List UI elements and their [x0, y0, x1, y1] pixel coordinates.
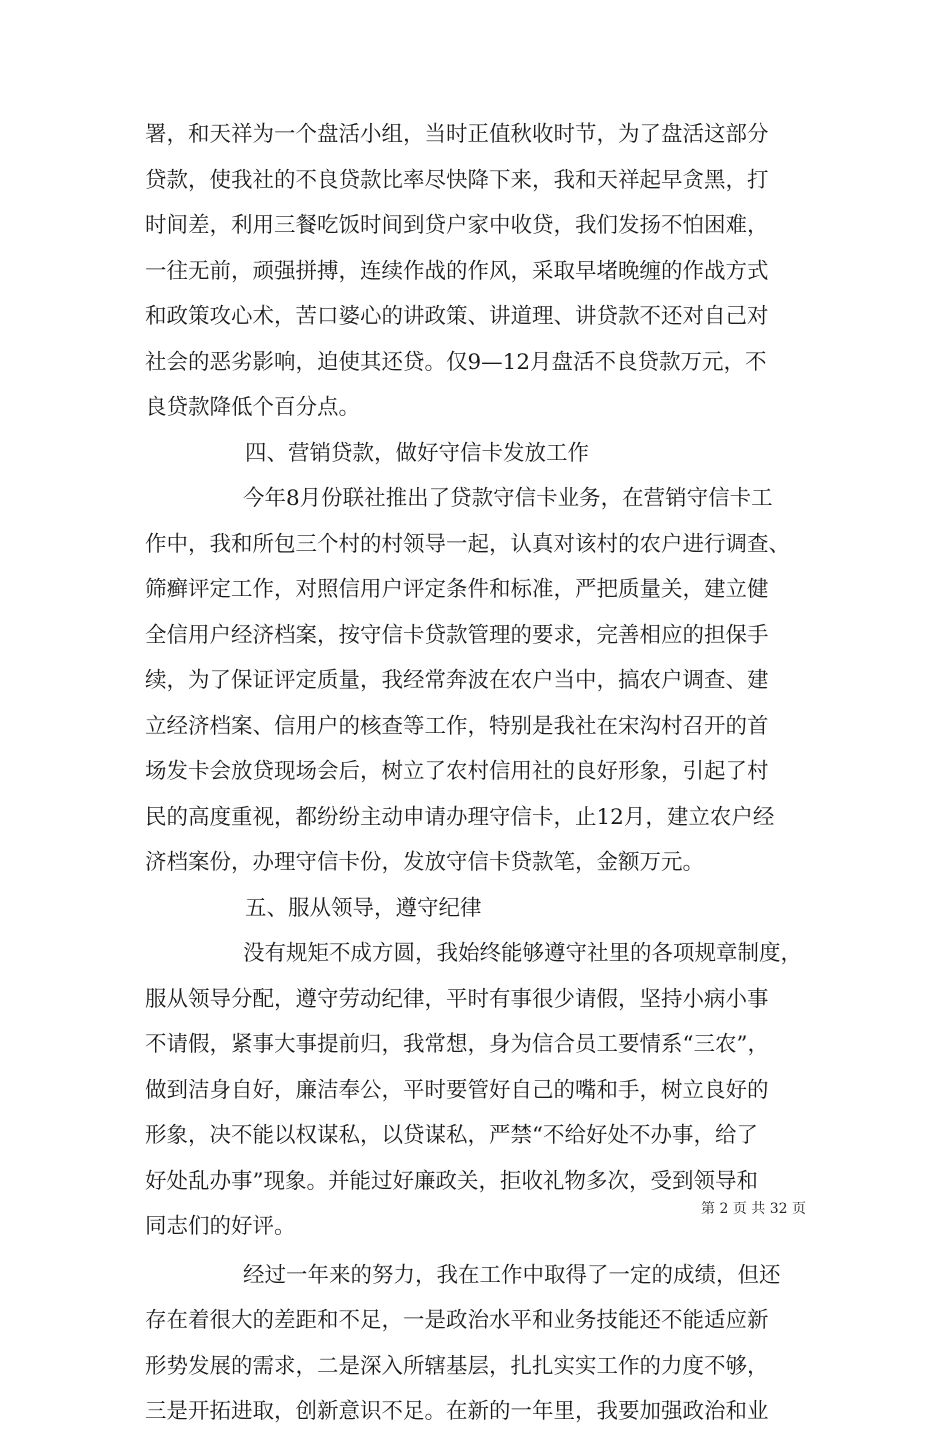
paragraph-line: 好处乱办事”现象。并能过好廉政关，拒收礼物多次，受到领导和	[145, 1168, 758, 1194]
paragraph-line: 民的高度重视，都纷纷主动申请办理守信卡，止12月，建立农户经	[145, 804, 775, 830]
section-heading: 四、营销贷款，做好守信卡发放工作	[245, 440, 590, 466]
section-heading: 五、服从领导，遵守纪律	[245, 895, 482, 921]
paragraph-line: 和政策攻心术，苦口婆心的讲政策、讲道理、讲贷款不还对自己对	[145, 304, 769, 329]
paragraph-line: 筛癣评定工作，对照信用户评定条件和标准，严把质量关，建立健	[145, 577, 769, 602]
paragraph-line: 社会的恶劣影响，迫使其还贷。仅9—12月盘活不良贷款万元，不	[145, 349, 767, 375]
paragraph-line: 立经济档案、信用户的核查等工作，特别是我社在宋沟村召开的首	[145, 713, 769, 739]
paragraph-line: 良贷款降低个百分点。	[145, 395, 361, 420]
paragraph-line: 三是开拓进取，创新意识不足。在新的一年里，我要加强政治和业	[145, 1399, 769, 1424]
paragraph-line: 今年8月份联社推出了贷款守信卡业务，在营销守信卡工	[243, 486, 773, 511]
paragraph-line: 时间差，利用三餐吃饭时间到贷户家中收贷，我们发扬不怕困难，	[145, 213, 769, 238]
paragraph-line: 贷款，使我社的不良贷款比率尽快降下来，我和天祥起早贪黑，打	[145, 167, 769, 193]
paragraph-line: 不请假，紧事大事提前归，我常想，身为信合员工要情系“三农”，	[145, 1032, 769, 1057]
paragraph-line: 做到洁身自好，廉洁奉公，平时要管好自己的嘴和手，树立良好的	[145, 1077, 769, 1103]
paragraph-line: 同志们的好评。	[145, 1214, 296, 1239]
paragraph-line: 续，为了保证评定质量，我经常奔波在农户当中，搞农户调查、建	[145, 668, 769, 693]
paragraph-line: 形象，决不能以权谋私，以贷谋私，严禁“不给好处不办事，给了	[145, 1123, 758, 1148]
paragraph-line: 存在着很大的差距和不足，一是政治水平和业务技能还不能适应新	[145, 1308, 769, 1333]
document-body	[145, 112, 815, 1435]
paragraph-line: 全信用户经济档案，按守信卡贷款管理的要求，完善相应的担保手	[145, 622, 769, 648]
paragraph-line: 署，和天祥为一个盘活小组，当时正值秋收时节，为了盘活这部分	[145, 122, 769, 147]
paragraph-line: 没有规矩不成方圆，我始终能够遵守社里的各项规章制度，	[243, 941, 803, 966]
paragraph-line: 经过一年来的努力，我在工作中取得了一定的成绩，但还	[243, 1262, 781, 1288]
paragraph-line: 服从领导分配，遵守劳动纪律，平时有事很少请假，坚持小病小事	[145, 986, 769, 1012]
paragraph-line: 作中，我和所包三个村的村领导一起，认真对该村的农户进行调查、	[145, 531, 791, 557]
page-number-footer: 第 2 页 共 32 页	[701, 1201, 806, 1217]
paragraph-line: 形势发展的需求，二是深入所辖基层，扎扎实实工作的力度不够，	[145, 1353, 769, 1379]
paragraph-line: 济档案份，办理守信卡份，发放守信卡贷款笔，金额万元。	[145, 850, 705, 875]
paragraph-line: 场发卡会放贷现场会后，树立了农村信用社的良好形象，引起了村	[145, 759, 769, 784]
paragraph-line: 一往无前，顽强拼搏，连续作战的作风，采取早堵晚缠的作战方式	[145, 258, 769, 284]
